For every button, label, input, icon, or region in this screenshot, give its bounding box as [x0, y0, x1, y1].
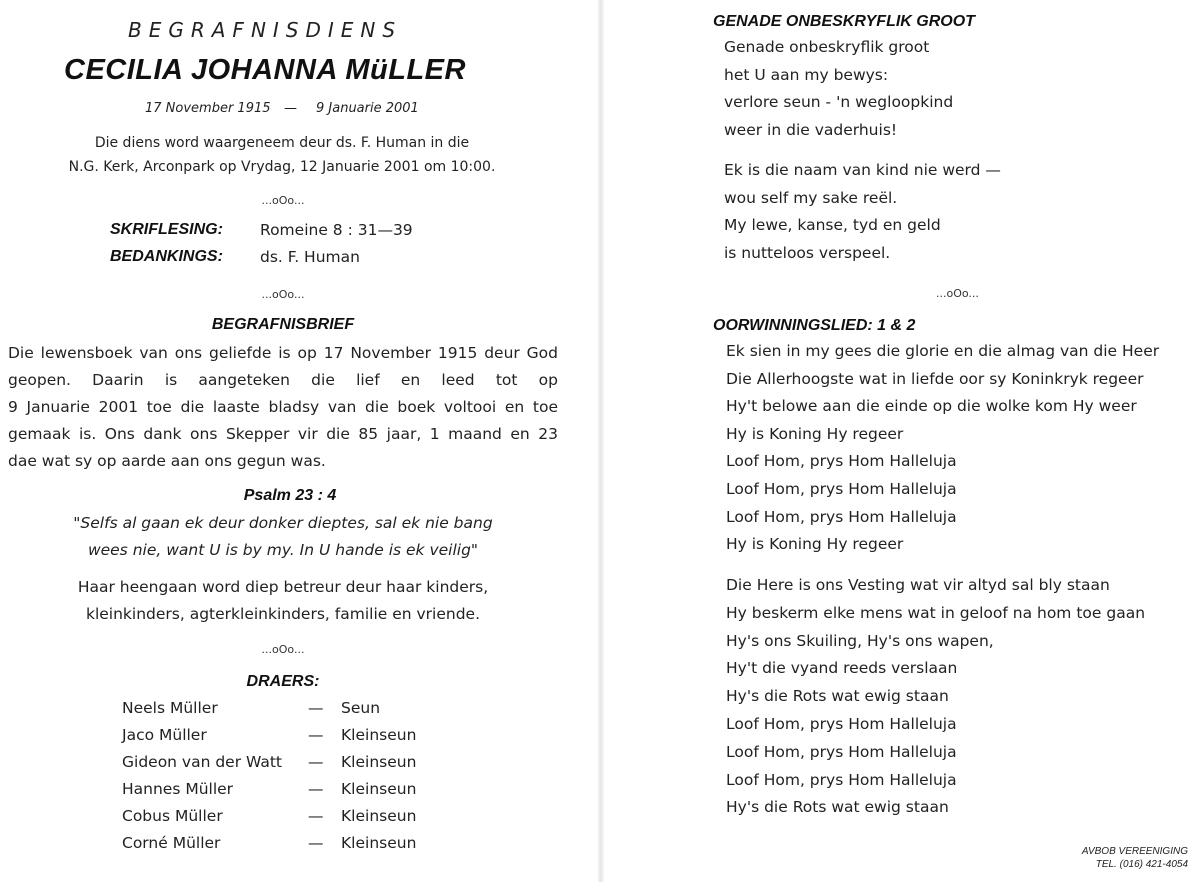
bearer-dash: —: [308, 726, 324, 744]
bearer-name: Corné Müller: [122, 834, 221, 852]
lyric-line: Hy is Koning Hy regeer: [726, 535, 904, 554]
bearer-row: [122, 699, 442, 726]
lyric-line: Genade onbeskryflik groot: [724, 38, 930, 56]
separator-right: ...oOo...: [936, 287, 979, 300]
lyric-line: het U aan my bewys:: [724, 65, 889, 84]
lyric-line: Hy't die vyand reeds verslaan: [726, 659, 958, 678]
letter-line: dae wat sy op aarde aan ons gegun was.: [8, 452, 326, 470]
hymn1-title: GENADE ONBESKRYFLIK GROOT: [713, 13, 975, 30]
hymn1-verse2: [724, 161, 1001, 271]
bearer-row: [122, 780, 442, 807]
lyric-line: Loof Hom, prys Hom Halleluja: [726, 507, 957, 526]
bearer-relation: Kleinseun: [341, 780, 417, 798]
hymn1-verse1: [724, 38, 953, 148]
lyric-line: Hy's ons Skuiling, Hy's ons wapen,: [726, 631, 994, 650]
service-heading: BEGRAFNISDIENS: [128, 18, 403, 42]
psalm-line-1: "Selfs al gaan ek deur donker dieptes, sal ek nie bang: [73, 514, 493, 532]
bearer-name: Cobus Müller: [122, 807, 223, 825]
bearer-relation: Kleinseun: [341, 726, 417, 744]
psalm-line-2: wees nie, want U is by my. In U hande is ek veilig": [87, 541, 479, 559]
bearer-row: [122, 834, 442, 861]
lyric-line: Loof Hom, prys Hom Halleluja: [726, 770, 957, 789]
bearer-relation: Kleinseun: [341, 834, 417, 852]
right-page: [600, 0, 1200, 882]
hymn2-verse1: [726, 342, 1159, 563]
lyric-line: My lewe, kanse, tyd en geld: [724, 216, 941, 234]
bearer-dash: —: [308, 753, 324, 771]
separator-2: ...oOo...: [261, 288, 305, 301]
lyric-line: Hy's die Rots wat ewig staan: [726, 687, 949, 706]
bearer-row: [122, 807, 442, 834]
lyric-line: Hy's die Rots wat ewig staan: [726, 798, 949, 817]
lyric-line: is nutteloos verspeel.: [724, 243, 891, 262]
psalm-title: Psalm 23 : 4: [243, 487, 337, 504]
date-dash: —: [284, 101, 297, 116]
letter-line: 9 Januarie 2001 toe die laaste bladsy van die boek voltooi en toe: [8, 398, 558, 416]
lyric-line: Die Here is ons Vesting wat vir altyd sal bly staan: [726, 576, 1110, 594]
stamp-line: TEL. (016) 421-4054: [1095, 859, 1188, 870]
bearer-dash: —: [308, 780, 324, 798]
letter-line: geopen. Daarin is aangeteken die lief en leed tot op: [8, 371, 558, 389]
birth-date: 17 November 1915: [145, 101, 271, 116]
letter-title: BEGRAFNISBRIEF: [211, 316, 355, 333]
bearer-relation: Kleinseun: [341, 807, 417, 825]
thanks-value: ds. F. Human: [260, 248, 360, 266]
stamp-line: AVBOB VEREENIGING: [1081, 846, 1188, 857]
bearer-name: Jaco Müller: [122, 726, 207, 744]
bearers-title: DRAERS:: [246, 673, 320, 690]
service-line-2: N.G. Kerk, Arconpark op Vrydag, 12 Januarie 2001 om 10:00.: [68, 159, 496, 175]
lyric-line: Ek is die naam van kind nie werd —: [724, 161, 1001, 179]
lyric-line: weer in die vaderhuis!: [724, 120, 898, 139]
funeral-home-stamp: [1082, 845, 1188, 871]
thanks-label: BEDANKINGS:: [110, 248, 223, 265]
lyric-line: Loof Hom, prys Hom Halleluja: [726, 714, 957, 733]
lyric-line: wou self my sake reël.: [724, 188, 898, 207]
bearer-dash: —: [308, 834, 324, 852]
bearer-row: [122, 726, 442, 753]
letter-body: [8, 340, 558, 475]
lyric-line: Hy't belowe aan die einde op die wolke kom Hy weer: [726, 397, 1137, 416]
lyric-line: Loof Hom, prys Hom Halleluja: [726, 742, 957, 761]
service-line-1: Die diens word waargeneem deur ds. F. Human in die: [94, 135, 470, 151]
separator-3: ...oOo...: [261, 643, 305, 656]
lyric-line: Loof Hom, prys Hom Halleluja: [726, 452, 957, 471]
letter-line: gemaak is. Ons dank ons Skepper vir die 85 jaar, 1 maand en 23: [8, 425, 558, 443]
bearer-name: Neels Müller: [122, 699, 218, 717]
hymn2-verse2: [726, 576, 1145, 826]
lyric-line: verlore seun - 'n wegloopkind: [724, 93, 954, 111]
grief-line-2: kleinkinders, agterkleinkinders, familie en vriende.: [85, 605, 481, 623]
bearer-relation: Seun: [341, 699, 381, 717]
lyric-line: Hy is Koning Hy regeer: [726, 424, 904, 443]
bearer-relation: Kleinseun: [341, 753, 417, 771]
bearers-list: [122, 699, 442, 861]
grief-line-1: Haar heengaan word diep betreur deur haar kinders,: [77, 578, 489, 596]
reading-value: Romeine 8 : 31—39: [260, 221, 413, 239]
lyric-line: Hy beskerm elke mens wat in geloof na hom toe gaan: [726, 603, 1146, 622]
bearer-row: [122, 753, 442, 780]
lyric-line: Loof Hom, prys Hom Halleluja: [726, 479, 957, 498]
hymn2-title: OORWINNINGSLIED: 1 & 2: [713, 317, 916, 334]
bearer-dash: —: [308, 699, 324, 717]
bearer-dash: —: [308, 807, 324, 825]
letter-line: Die lewensboek van ons geliefde is op 17 November 1915 deur God: [8, 344, 558, 362]
separator-1: ...oOo...: [261, 194, 305, 207]
lyric-line: Die Allerhoogste wat in liefde oor sy Koninkryk regeer: [726, 369, 1144, 388]
death-date: 9 Januarie 2001: [316, 101, 419, 116]
lyric-line: Ek sien in my gees die glorie en die almag van die Heer: [726, 342, 1160, 360]
reading-label: SKRIFLESING:: [110, 221, 223, 238]
bearer-name: Hannes Müller: [122, 780, 234, 798]
bearer-name: Gideon van der Watt: [122, 753, 283, 771]
deceased-name: CECILIA JOHANNA MüLLER: [64, 54, 466, 86]
